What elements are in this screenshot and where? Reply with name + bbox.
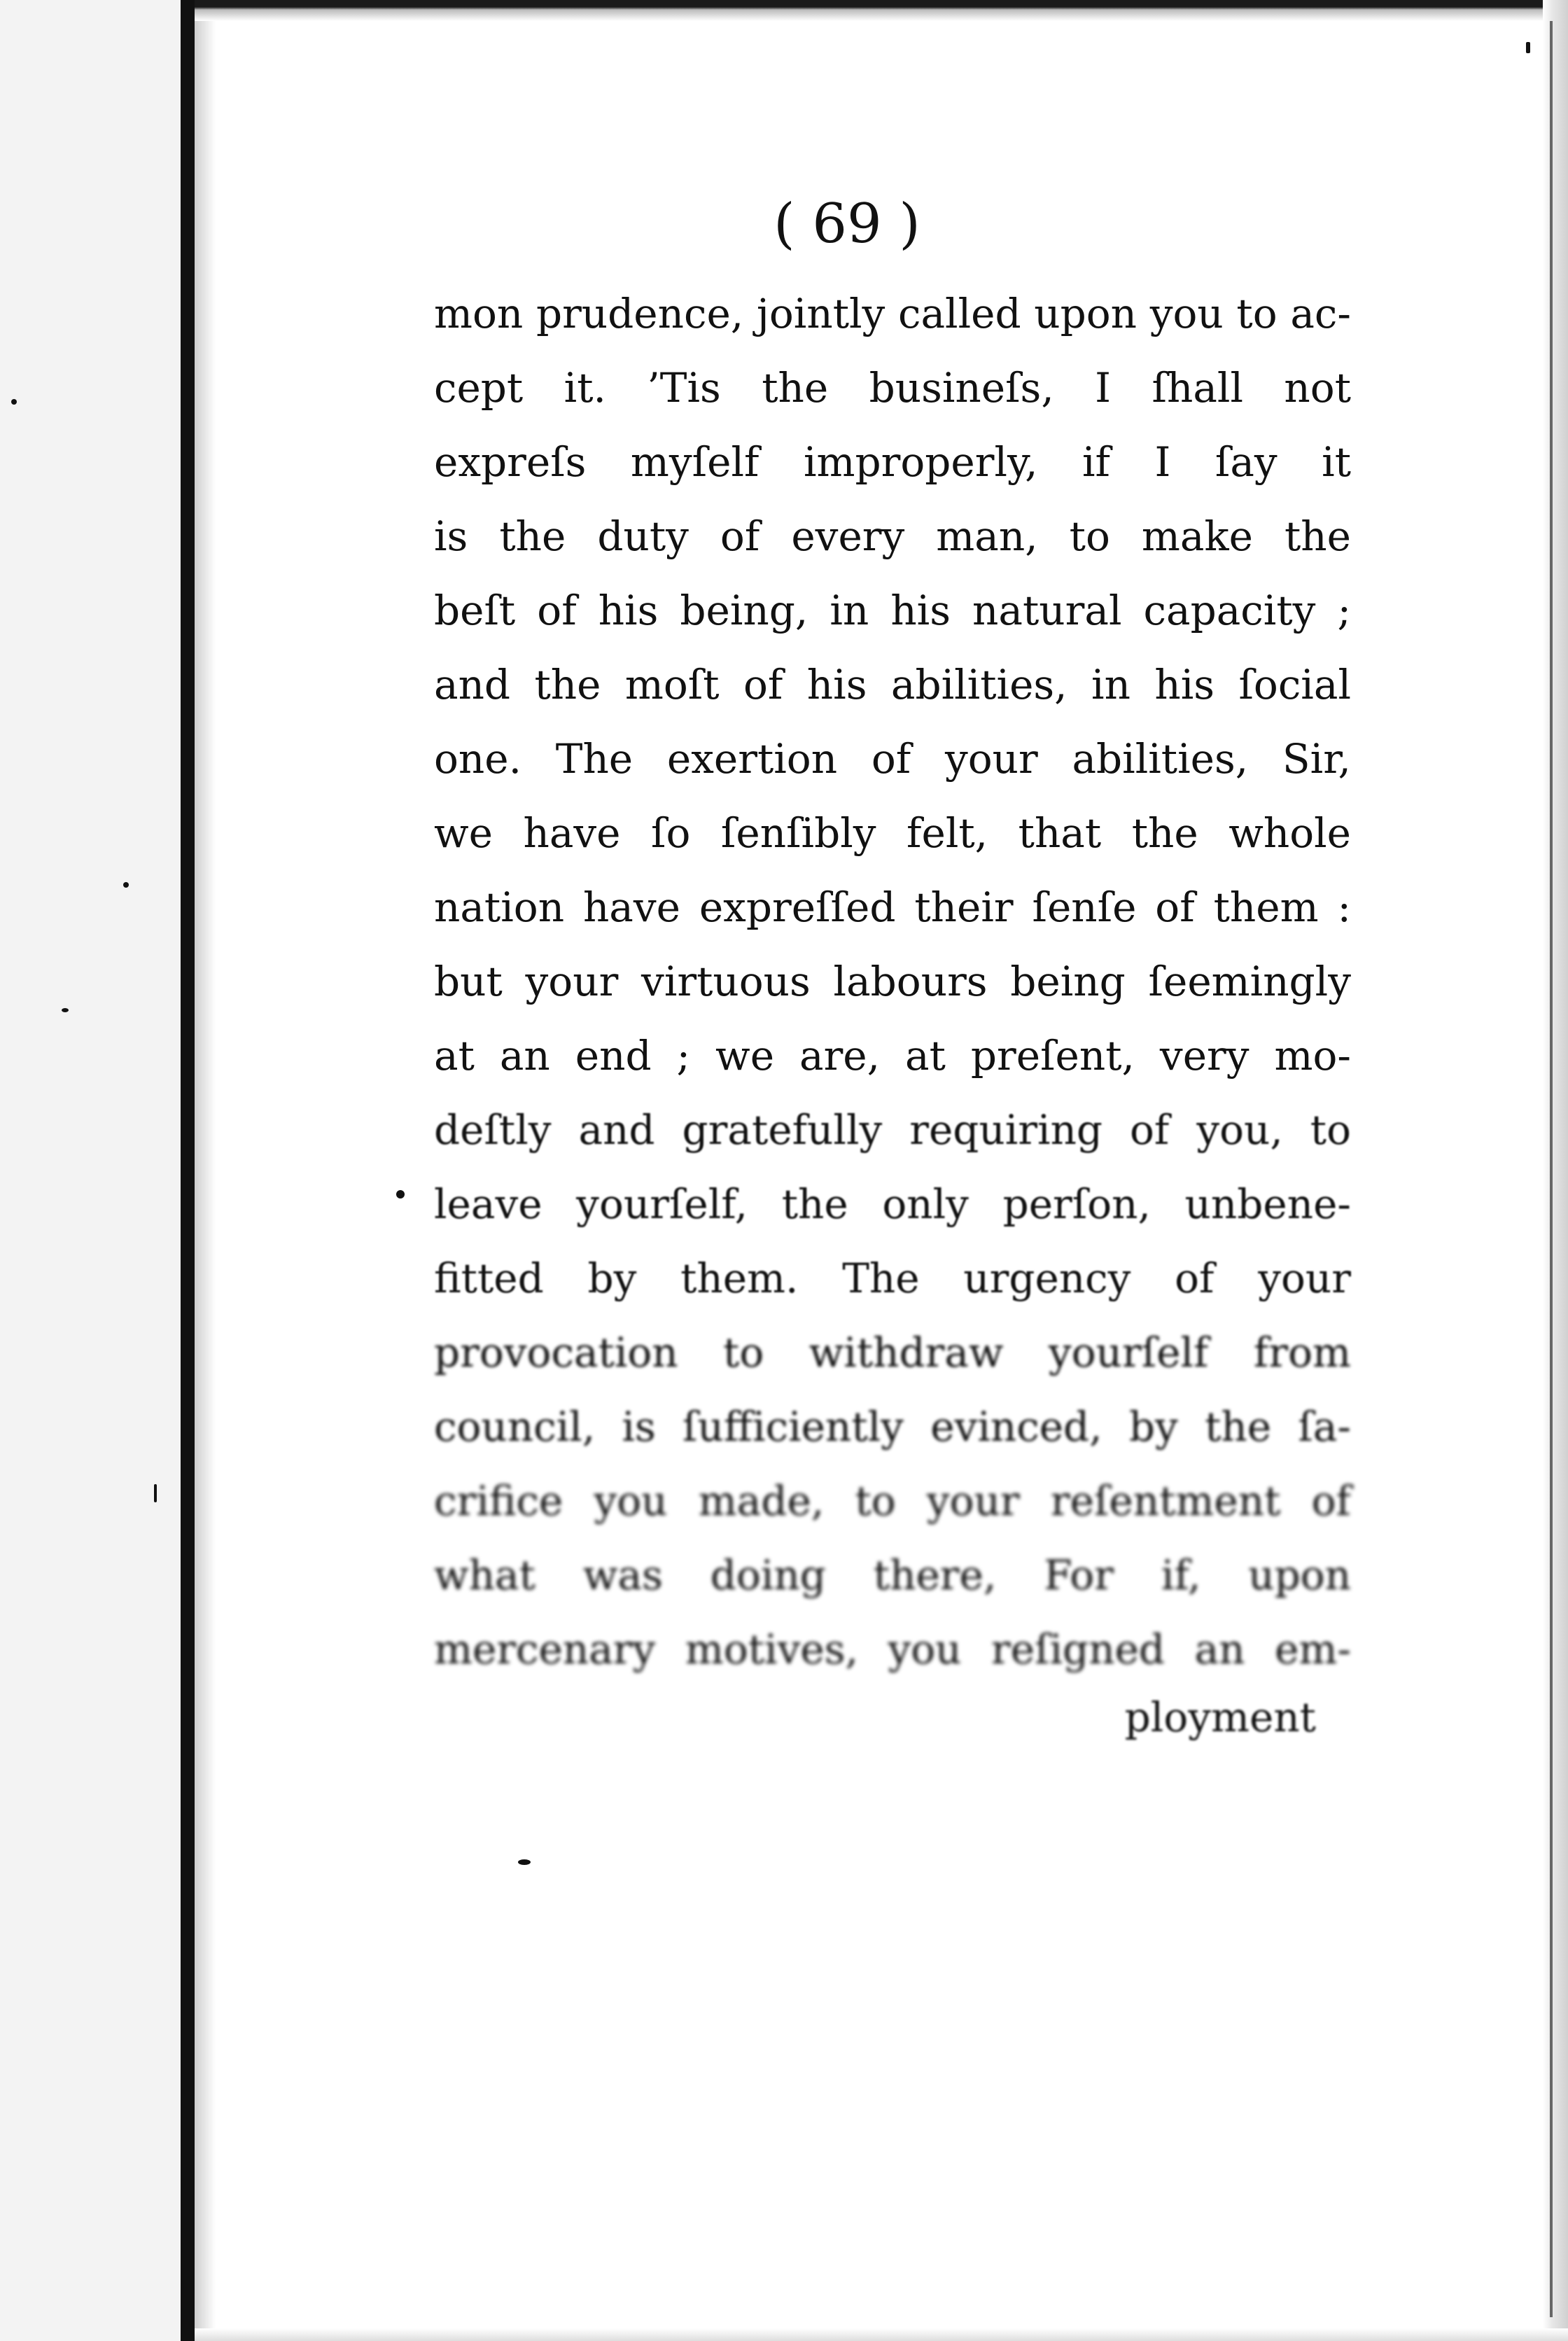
body-text: [434, 277, 1351, 1686]
scan-speck: [518, 1859, 531, 1865]
text-line: leave yourſelf, the only perſon, unbene-: [434, 1180, 1351, 1228]
text-line: one. The exertion of your abilities, Sir,: [434, 735, 1351, 783]
text-line: crifice you made, to your reſentment of: [434, 1477, 1351, 1525]
text-line: council, is ſufficiently evinced, by the ſa-: [434, 1403, 1351, 1451]
book-gutter: [181, 0, 195, 2341]
text-line: what was doing there, For if, upon: [434, 1551, 1351, 1599]
right-page-edge: [1543, 0, 1568, 2341]
text-line: expreſs myſelf improperly, if I ſay it: [434, 438, 1351, 486]
text-line: but your virtuous labours being ſeemingly: [434, 958, 1351, 1005]
gutter-shadow: [195, 0, 216, 2341]
page-number: ( 69 ): [774, 193, 920, 256]
text-line: provocation to withdraw yourſelf from: [434, 1329, 1351, 1376]
right-page-edge-line: [1550, 21, 1553, 2317]
scan-speck: [1526, 42, 1530, 53]
text-line: mercenary motives, you reſigned an em-: [434, 1626, 1351, 1673]
text-line: is the duty of every man, to make the: [434, 512, 1351, 560]
text-line: beſt of his being, in his natural capacity ;: [434, 587, 1351, 634]
scan-speck: [396, 1190, 405, 1199]
text-line: at an end ; we are, at preſent, very mo-: [434, 1032, 1351, 1079]
top-page-edge: [195, 0, 1568, 21]
text-line: cept it. ’Tis the busineſs, I ſhall not: [434, 364, 1351, 412]
scan-speck: [123, 882, 129, 888]
text-line: fitted by them. The urgency of your: [434, 1255, 1351, 1302]
text-line: nation have expreſſed their ſenſe of them :: [434, 883, 1351, 931]
scan-speck: [62, 1008, 69, 1012]
scan-speck: [11, 399, 17, 405]
text-line: deſtly and gratefully requiring of you, to: [434, 1106, 1351, 1154]
catchword: ployment: [1124, 1693, 1316, 1741]
bottom-page-edge: [195, 2328, 1568, 2341]
text-line: mon prudence, jointly called upon you to ac-: [434, 290, 1351, 337]
facing-page-edge: [0, 0, 181, 2341]
text-line: we have ſo ſenſibly felt, that the whole: [434, 809, 1351, 857]
scan-speck: [154, 1484, 157, 1502]
text-line: and the moſt of his abilities, in his ſocial: [434, 661, 1351, 708]
